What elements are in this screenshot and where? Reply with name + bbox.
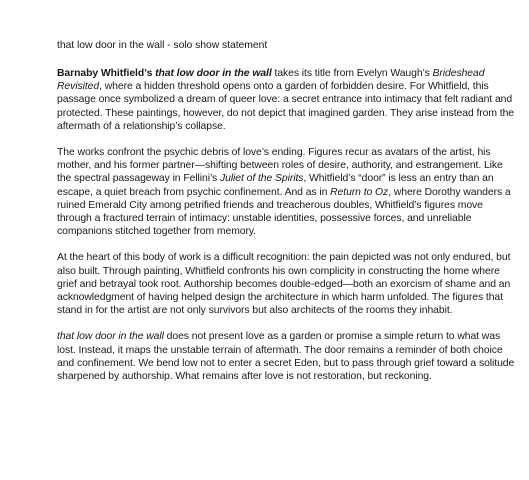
film-title-oz: Return to Oz: [330, 186, 389, 198]
paragraph-4: [57, 330, 519, 383]
novel-title: Brideshead Revisited: [57, 68, 485, 93]
document-title: that low door in the wall - solo show statement: [57, 40, 268, 51]
paragraph-1-text-a: takes its title from Evelyn Waugh’s: [271, 68, 433, 79]
statement-page: [57, 39, 519, 396]
paragraph-2: [57, 146, 519, 238]
show-title: that low door in the wall: [155, 68, 272, 79]
paragraph-1: [57, 67, 519, 133]
artist-name: Barnaby Whitfield’s: [57, 68, 156, 79]
paragraph-3: At the heart of this body of work is a difficult recognition: the pain depicted was not only endured, but also built. Through painting, Whitfield confronts his own complicity in constructing the home where grief and betrayal took root. Authorship becomes double-edged—both an exorcism of shame and an acknowledgment of having helped design the architecture in which harm unfolded. The figures that stand in for the artist are not only survivors but also architects of the rooms they inhabit.: [57, 252, 511, 317]
paragraph-4-text: does not present love as a garden or promise a simple return to what was lost. Instead, it maps the unstable terrain of aftermath. The door remains a reminder of both choice and confinement. We bend low not to enter a secret Eden, but to pass through grief toward a solitude sharpened by authorship. What remains after love is not restoration, but reckoning.: [57, 331, 515, 383]
show-title-inline: that low door in the wall: [57, 331, 164, 343]
paragraph-2-text-b: , Whitfield’s “door” is less an entry than an escape, a quiet breach from psychic confinement. And as in: [57, 173, 494, 198]
paragraph-1-text-b: , where a hidden threshold opens onto a garden of forbidden desire. For Whitfield, this passage once symbolized a dream of queer love: a secret entrance into intimacy that felt radiant and protected. These paintings, however, do not depict that imagined garden. They arise instead from the aftermath of a relationship’s collapse.: [57, 81, 515, 132]
film-title-juliet: Juliet of the Spirits: [219, 173, 304, 185]
paragraph-2-text-a: The works confront the psychic debris of love’s ending. Figures recur as avatars of the artist, his mother, and his former partner—shifting between roles of desire, authority, and estrangement. Like the spectral passageway in Fellini’s: [57, 147, 503, 185]
paragraph-2-text-c: , where Dorothy wanders a ruined Emerald City among petrified friends and treacherous doubles, Whitfield’s figures move through a fractured terrain of intimacy: unstable identities, possessive forces, and unreliable companions stitched together from memory.: [57, 186, 511, 238]
